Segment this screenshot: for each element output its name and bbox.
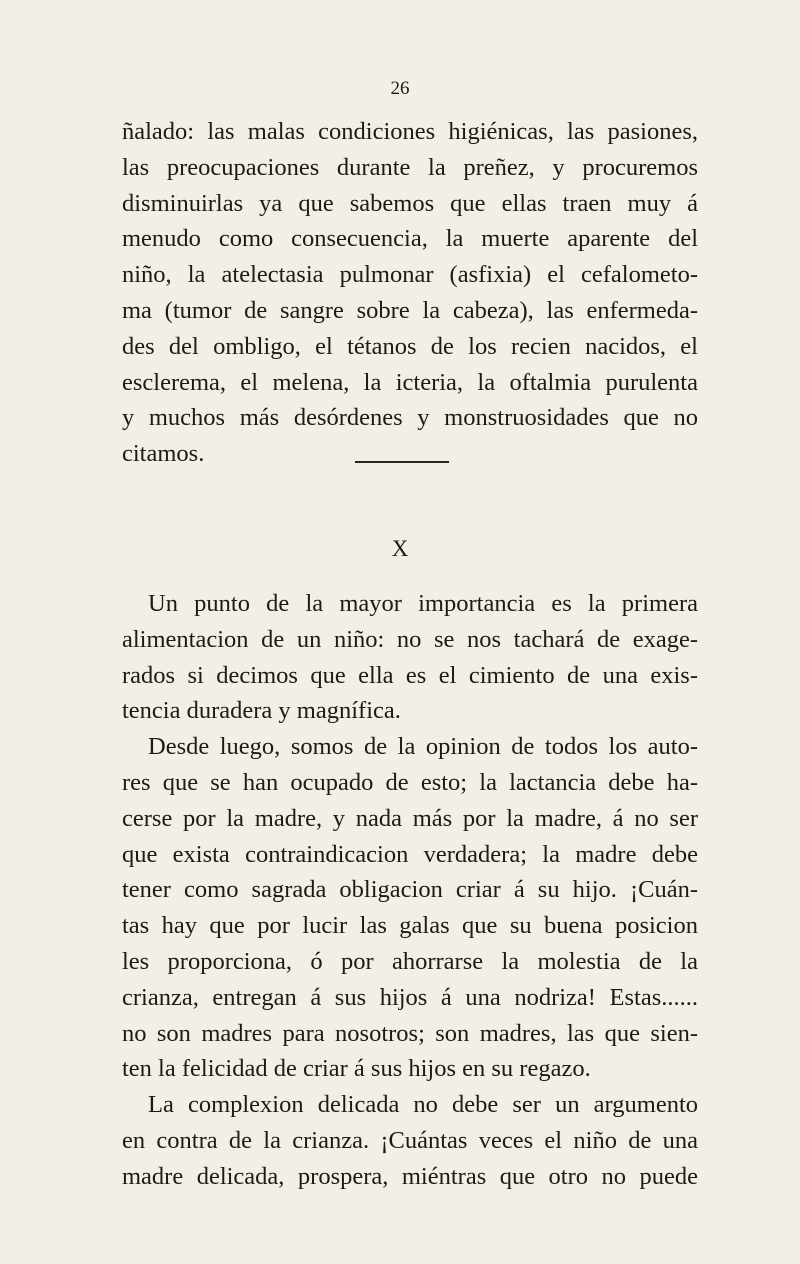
- paragraph-line: no son madres para nosotros; son madres, las que sien-: [122, 1019, 698, 1047]
- paragraph-line: ma (tumor de sangre sobre la cabeza), las enfermeda-: [122, 296, 698, 324]
- paragraph-line: y muchos más desórdenes y monstruosidades que no: [122, 404, 698, 432]
- paragraph-line: crianza, entregan á sus hijos á una nodriza! Estas......: [122, 983, 698, 1011]
- paragraph-line: ten la felicidad de criar á sus hijos en su regazo.: [122, 1055, 591, 1083]
- page-number: 26: [390, 78, 410, 99]
- paragraph-line: disminuirlas ya que sabemos que ellas traen muy á: [122, 189, 698, 217]
- section-heading: X: [391, 536, 409, 561]
- paragraph-line: Un punto de la mayor importancia es la primera: [148, 590, 698, 617]
- paragraph-line: madre delicada, prospera, miéntras que otro no puede: [122, 1162, 698, 1190]
- paragraph-line: cerse por la madre, y nada más por la madre, á no ser: [122, 804, 698, 832]
- section-divider: [355, 461, 449, 463]
- paragraph-line: les proporciona, ó por ahorrarse la molestia de la: [122, 947, 698, 975]
- paragraph-line: alimentacion de un niño: no se nos tachará de exage-: [122, 625, 698, 653]
- paragraph-line: las preocupaciones durante la preñez, y procuremos: [122, 153, 698, 181]
- paragraph-line: tener como sagrada obligacion criar á su hijo. ¡Cuán-: [122, 876, 698, 904]
- paragraph-group: [122, 586, 698, 1195]
- paragraph-line: ñalado: las malas condiciones higiénicas, las pasiones,: [122, 118, 698, 145]
- paragraph-line: niño, la atelectasia pulmonar (asfixia) el cefalometo-: [122, 261, 698, 289]
- paragraph-line: Desde luego, somos de la opinion de todos los auto-: [148, 733, 698, 761]
- paragraph-line: menudo como consecuencia, la muerte aparente del: [122, 225, 698, 253]
- paragraph-line: La complexion delicada no debe ser un argumento: [148, 1091, 698, 1119]
- paragraph-line: citamos.: [122, 440, 205, 468]
- paragraph-line: esclerema, el melena, la icteria, la oftalmia purulenta: [122, 368, 698, 396]
- paragraph-line: que exista contraindicacion verdadera; la madre debe: [122, 840, 698, 868]
- paragraph-1: [122, 114, 698, 472]
- paragraph-line: rados si decimos que ella es el cimiento de una exis-: [122, 661, 698, 689]
- paragraph-line: en contra de la crianza. ¡Cuántas veces el niño de una: [122, 1126, 698, 1154]
- paragraph-line: res que se han ocupado de esto; la lactancia debe ha-: [122, 768, 698, 796]
- paragraph-line: tencia duradera y magnífica.: [122, 697, 401, 725]
- paragraph-line: des del ombligo, el tétanos de los recien nacidos, el: [122, 332, 698, 360]
- paragraph-line: tas hay que por lucir las galas que su buena posicion: [122, 912, 698, 940]
